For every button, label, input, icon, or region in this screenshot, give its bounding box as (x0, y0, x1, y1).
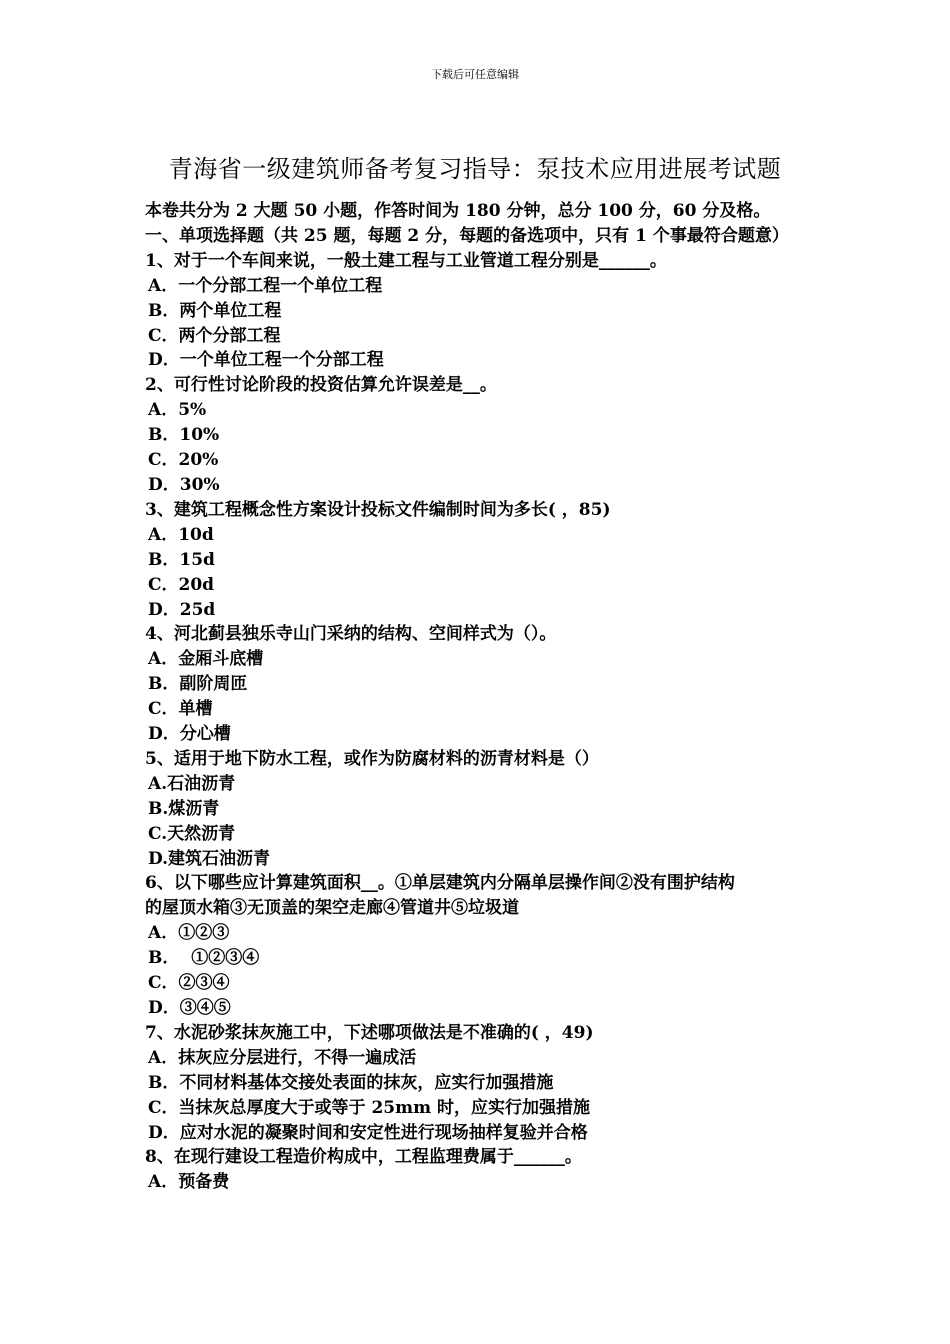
exam-summary: 本卷共分为 2 大题 50 小题，作答时间为 180 分钟，总分 100 分，60 分及格。 (145, 201, 771, 221)
question-2 (145, 373, 813, 498)
option-c: C.天然沥青 (148, 823, 236, 844)
option-b: B.煤沥青 (148, 798, 220, 819)
question-stem: 7、水泥砂浆抹灰施工中，下述哪项做法是不准确的( ，49) (145, 1022, 594, 1043)
option-a: A．金厢斗底槽 (148, 649, 264, 670)
option-c: C．20d (148, 574, 215, 595)
document-title: 青海省一级建筑师备考复习指导：泵技术应用进展考试题 (168, 155, 782, 183)
option-b: B．副阶周匝 (148, 674, 248, 695)
page-header-note: 下载后可任意编辑 (431, 68, 519, 81)
option-c: C．两个分部工程 (148, 325, 281, 346)
option-d: D．30% (148, 474, 220, 495)
option-c: C．20% (148, 450, 219, 471)
option-d: D．应对水泥的凝聚时间和安定性进行现场抽样复验并合格 (148, 1122, 588, 1143)
question-8 (145, 1145, 813, 1195)
question-6 (145, 871, 813, 1020)
question-stem-line-2: 的屋顶水箱③无顶盖的架空走廊④管道井⑤垃圾道 (145, 898, 519, 919)
question-3 (145, 498, 813, 623)
option-b: B． ①②③④ (148, 948, 260, 969)
option-b: B．15d (148, 549, 215, 570)
question-stem-line-1: 6、以下哪些应计算建筑面积__。①单层建筑内分隔单层操作间②没有围护结构 (145, 873, 735, 894)
option-a: A．10d (148, 524, 214, 545)
question-5 (145, 747, 813, 872)
option-c: C．单槽 (148, 699, 213, 720)
question-7 (145, 1021, 813, 1146)
option-a: A．5% (148, 400, 207, 421)
question-1 (145, 249, 813, 374)
option-d: D．③④⑤ (148, 998, 231, 1018)
option-b: B．两个单位工程 (148, 300, 282, 321)
option-d: D．一个单位工程一个分部工程 (148, 350, 384, 371)
option-c: C．②③④ (148, 973, 230, 994)
question-stem: 8、在现行建设工程造价构成中，工程监理费属于______。 (145, 1147, 582, 1168)
option-a: A．抹灰应分层进行，不得一遍成活 (148, 1047, 417, 1068)
option-d: D.建筑石油沥青 (148, 848, 271, 869)
question-stem: 3、建筑工程概念性方案设计投标文件编制时间为多长( ，85) (145, 499, 611, 520)
option-a: A.石油沥青 (148, 773, 236, 794)
option-a: A．一个分部工程一个单位工程 (148, 275, 383, 296)
question-stem: 5、适用于地下防水工程，或作为防腐材料的沥青材料是（） (145, 748, 599, 769)
option-a: A．①②③ (148, 923, 230, 944)
option-d: D．分心槽 (148, 724, 231, 745)
option-a: A．预备费 (148, 1172, 230, 1193)
exam-content (145, 199, 813, 1195)
question-4 (145, 622, 813, 747)
option-c: C．当抹灰总厚度大于或等于 25mm 时，应实行加强措施 (148, 1097, 590, 1118)
option-d: D．25d (148, 599, 216, 620)
question-stem: 2、可行性讨论阶段的投资估算允许误差是__。 (145, 375, 497, 396)
option-b: B．不同材料基体交接处表面的抹灰，应实行加强措施 (148, 1072, 554, 1093)
question-stem: 1、对于一个车间来说，一般土建工程与工业管道工程分别是______。 (145, 250, 667, 271)
section-heading: 一、单项选择题（共 25 题，每题 2 分，每题的备选项中，只有 1 个事最符合题意） (145, 225, 789, 246)
option-b: B．10% (148, 425, 220, 446)
question-stem: 4、河北蓟县独乐寺山门采纳的结构、空间样式为（）。 (145, 624, 557, 645)
